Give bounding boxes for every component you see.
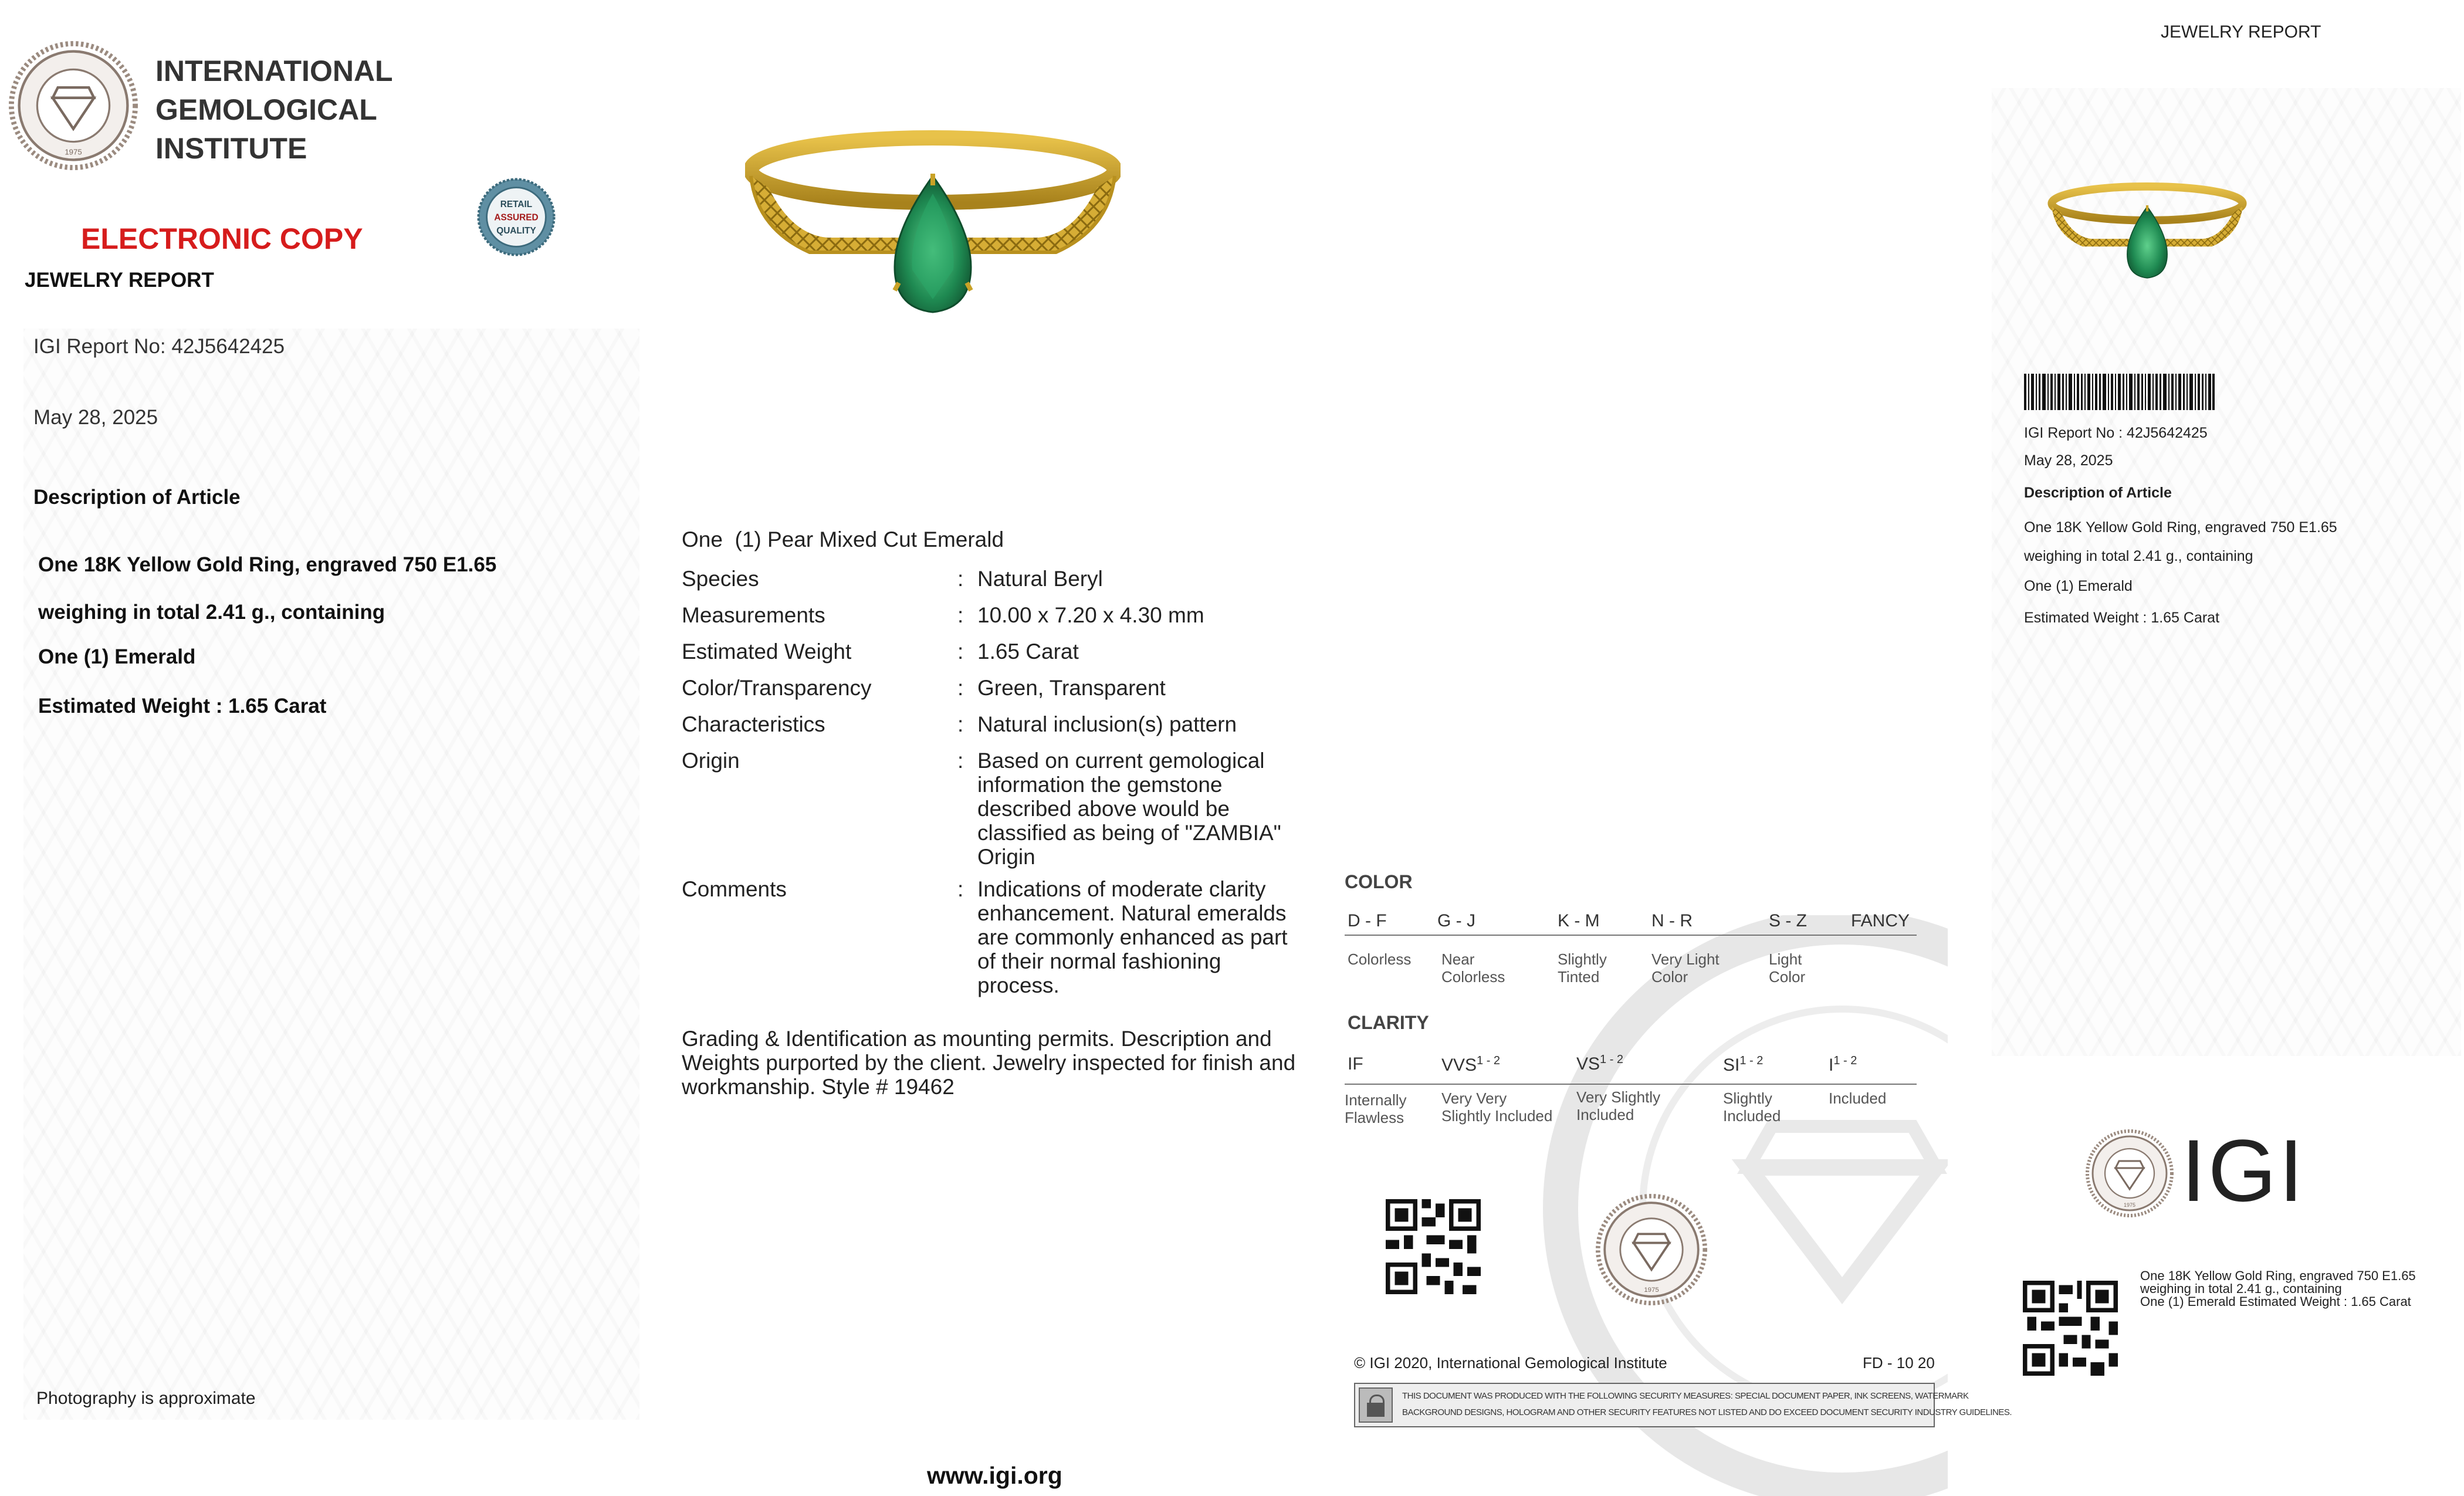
security-line-1: THIS DOCUMENT WAS PRODUCED WITH THE FOLLOWING SECURITY MEASURES: SPECIAL DOCUMENT PAPER, INK SCREENS, WATERMARK: [1402, 1391, 1969, 1401]
ring-photo: [745, 129, 1121, 364]
color-grade-code: S - Z: [1769, 911, 1807, 930]
form-code: FD - 10 20: [1863, 1354, 1935, 1372]
qr-code-icon[interactable]: [1386, 1199, 1481, 1294]
description-line-4: Estimated Weight : 1.65 Carat: [38, 695, 327, 717]
photography-note: Photography is approximate: [36, 1389, 256, 1408]
detail-key: Color/Transparency: [682, 676, 872, 700]
org-name-line3: INSTITUTE: [155, 132, 307, 165]
report-number: IGI Report No: 42J5642425: [33, 335, 285, 358]
detail-value: 10.00 x 7.20 x 4.30 mm: [977, 603, 1204, 627]
description-line-3: One (1) Emerald: [38, 645, 196, 668]
top-right-report-label: JEWELRY REPORT: [2161, 22, 2321, 42]
detail-value: Indications of moderate clarity enhancement. Natural emeralds are commonly enhanced as part of their normal fashioning process.: [977, 877, 1288, 997]
clarity-scale-heading: CLARITY: [1348, 1012, 1429, 1033]
detail-value: Based on current gemological information the gemstone described above would be classified as being of "ZAMBIA" Origin: [977, 749, 1281, 869]
org-name-line2: GEMOLOGICAL: [155, 93, 377, 126]
stub-report-number: IGI Report No : 42J5642425: [2024, 425, 2208, 441]
stone-heading: One (1) Pear Mixed Cut Emerald: [682, 527, 1004, 551]
stub-ring-photo: [2047, 182, 2247, 305]
grading-footnote: Grading & Identification as mounting permits. Description and Weights purported by the client. Jewelry inspected for finish and workmanship. Style # 19462: [682, 1027, 1296, 1099]
stub-description-line-2: weighing in total 2.41 g., containing: [2024, 548, 2253, 564]
stub-description-line-4: Estimated Weight : 1.65 Carat: [2024, 610, 2220, 626]
stub-qr-caption-3: One (1) Emerald Estimated Weight : 1.65 Carat: [2140, 1294, 2411, 1309]
color-grade-desc: Light Color: [1769, 950, 1806, 986]
igi-seal-small-icon: [1596, 1194, 1707, 1305]
stub-description-heading: Description of Article: [2024, 485, 2172, 501]
clarity-grade-desc: Very Slightly Included: [1576, 1088, 1661, 1123]
svg-text:1975: 1975: [1644, 1287, 1659, 1294]
detail-key: Comments: [682, 877, 787, 901]
lock-icon: [1359, 1387, 1393, 1423]
barcode-icon: [2024, 374, 2215, 410]
color-grade-desc: Colorless: [1348, 950, 1412, 968]
stub-date: May 28, 2025: [2024, 452, 2113, 469]
color-grade-code: D - F: [1348, 911, 1387, 930]
svg-text:ASSURED: ASSURED: [494, 212, 539, 223]
electronic-copy-label: ELECTRONIC COPY: [81, 222, 363, 255]
clarity-grade-desc: Internally Flawless: [1345, 1091, 1407, 1126]
website-link[interactable]: www.igi.org: [927, 1462, 1062, 1489]
color-grade-code: FANCY: [1851, 911, 1910, 930]
color-grade-desc: Very Light Color: [1651, 950, 1720, 986]
svg-text:1975: 1975: [2123, 1202, 2136, 1208]
detail-key: Species: [682, 567, 759, 591]
clarity-grade-code: VS$^{1 - 2}$: [1576, 1053, 1624, 1074]
detail-colon: :: [957, 877, 964, 901]
igi-logo-text: IGI: [2181, 1121, 2306, 1220]
detail-key: Origin: [682, 749, 740, 773]
description-line-1: One 18K Yellow Gold Ring, engraved 750 E1.65: [38, 553, 497, 576]
detail-colon: :: [957, 712, 964, 736]
stub-qr-code-icon[interactable]: [2023, 1281, 2118, 1376]
detail-key: Characteristics: [682, 712, 825, 736]
detail-key: Estimated Weight: [682, 639, 852, 664]
detail-colon: :: [957, 603, 964, 627]
color-scale-heading: COLOR: [1345, 871, 1413, 892]
retail-assured-badge-icon: [475, 176, 557, 258]
igi-seal-icon: [9, 41, 138, 170]
color-grade-desc: Slightly Tinted: [1558, 950, 1607, 986]
clarity-grade-code: IF: [1348, 1054, 1363, 1074]
color-grade-code: N - R: [1651, 911, 1693, 930]
clarity-grade-code: $I^{1 - 2}$: [1829, 1054, 1857, 1075]
detail-value: 1.65 Carat: [977, 639, 1079, 664]
detail-value: Green, Transparent: [977, 676, 1166, 700]
detail-value: Natural Beryl: [977, 567, 1103, 591]
security-notice-box: [1354, 1383, 2012, 1427]
description-line-2: weighing in total 2.41 g., containing: [38, 601, 385, 624]
igi-logo-seal-icon: [2086, 1129, 2174, 1217]
org-name-line1: INTERNATIONAL: [155, 55, 393, 87]
detail-key: Measurements: [682, 603, 825, 627]
detail-colon: :: [957, 567, 964, 591]
color-grade-code: K - M: [1558, 911, 1600, 930]
clarity-grade-desc: Slightly Included: [1723, 1089, 1781, 1125]
svg-text:1975: 1975: [65, 147, 82, 157]
detail-colon: :: [957, 676, 964, 700]
stub-qr-caption-1: One 18K Yellow Gold Ring, engraved 750 E1.65: [2140, 1268, 2416, 1283]
stub-qr-caption-2: weighing in total 2.41 g., containing: [2140, 1281, 2342, 1296]
color-scale-rule: [1345, 935, 1917, 936]
report-date: May 28, 2025: [33, 406, 158, 429]
copyright-text: © IGI 2020, International Gemological Institute: [1354, 1354, 1667, 1372]
clarity-grade-desc: Very Very Slightly Included: [1441, 1089, 1553, 1125]
clarity-grade-code: SI$^{1 - 2}$: [1723, 1054, 1764, 1075]
description-heading: Description of Article: [33, 486, 241, 509]
detail-colon: :: [957, 749, 964, 773]
stub-description-line-3: One (1) Emerald: [2024, 578, 2133, 594]
color-grade-desc: Near Colorless: [1441, 950, 1505, 986]
color-grade-code: G - J: [1437, 911, 1475, 930]
svg-text:RETAIL: RETAIL: [500, 199, 533, 210]
clarity-grade-desc: Included: [1829, 1089, 1887, 1107]
stub-description-line-1: One 18K Yellow Gold Ring, engraved 750 E1.65: [2024, 519, 2337, 536]
detail-colon: :: [957, 639, 964, 664]
report-type-label: JEWELRY REPORT: [25, 269, 214, 292]
svg-text:QUALITY: QUALITY: [496, 226, 536, 236]
detail-value: Natural inclusion(s) pattern: [977, 712, 1237, 736]
clarity-grade-code: VVS$^{1 - 2}$: [1441, 1054, 1501, 1075]
clarity-scale-rule: [1345, 1084, 1917, 1085]
security-line-2: BACKGROUND DESIGNS, HOLOGRAM AND OTHER SECURITY FEATURES NOT LISTED AND DO EXCEED DOCUMENT SECURITY INDUSTRY GUIDELINES.: [1402, 1407, 2012, 1417]
